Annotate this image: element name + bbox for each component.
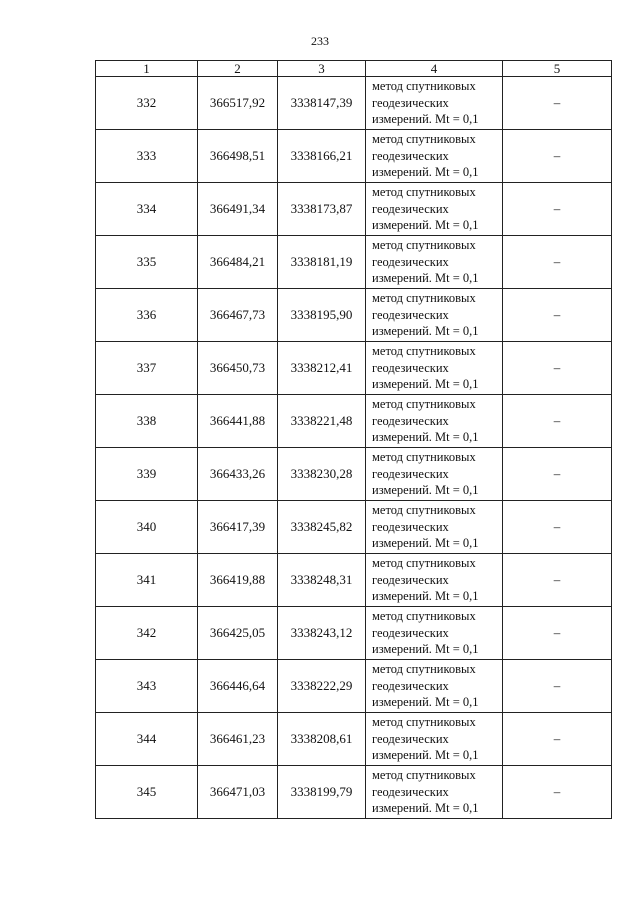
method-line: измерений. Mt = 0,1	[372, 165, 479, 180]
point-number-cell: 341	[96, 554, 198, 607]
point-number-cell: 336	[96, 289, 198, 342]
note-cell: –	[503, 660, 612, 713]
method-cell	[366, 342, 503, 395]
method-line: измерений. Mt = 0,1	[372, 218, 479, 233]
column-header-3: 3	[278, 61, 366, 77]
table-row	[96, 501, 612, 554]
method-line: геодезических	[372, 784, 449, 799]
method-line: метод спутниковых	[372, 344, 476, 359]
table-row	[96, 395, 612, 448]
point-number-cell: 335	[96, 236, 198, 289]
point-number-cell: 338	[96, 395, 198, 448]
point-number-cell: 343	[96, 660, 198, 713]
x-coordinate-cell: 366446,64	[198, 660, 278, 713]
method-line: геодезических	[372, 519, 449, 534]
x-coordinate-cell: 366450,73	[198, 342, 278, 395]
method-line: метод спутниковых	[372, 556, 476, 571]
method-line: метод спутниковых	[372, 291, 476, 306]
method-line: измерений. Mt = 0,1	[372, 536, 479, 551]
method-cell	[366, 713, 503, 766]
x-coordinate-cell: 366441,88	[198, 395, 278, 448]
x-coordinate-cell: 366491,34	[198, 183, 278, 236]
table-row	[96, 77, 612, 130]
method-line: геодезических	[372, 254, 449, 269]
method-line: геодезических	[372, 201, 449, 216]
table-row	[96, 289, 612, 342]
note-cell: –	[503, 554, 612, 607]
method-line: измерений. Mt = 0,1	[372, 801, 479, 816]
method-cell	[366, 448, 503, 501]
point-number-cell: 333	[96, 130, 198, 183]
method-line: геодезических	[372, 678, 449, 693]
method-line: измерений. Mt = 0,1	[372, 589, 479, 604]
method-line: измерений. Mt = 0,1	[372, 748, 479, 763]
table-row	[96, 766, 612, 819]
method-cell	[366, 660, 503, 713]
table-header-row	[96, 61, 612, 77]
method-line: измерений. Mt = 0,1	[372, 695, 479, 710]
page-number: 233	[311, 34, 329, 48]
x-coordinate-cell: 366517,92	[198, 77, 278, 130]
column-header-1: 1	[96, 61, 198, 77]
table-row	[96, 342, 612, 395]
point-number-cell: 340	[96, 501, 198, 554]
column-header-2: 2	[198, 61, 278, 77]
note-cell: –	[503, 766, 612, 819]
x-coordinate-cell: 366419,88	[198, 554, 278, 607]
y-coordinate-cell: 3338147,39	[278, 77, 366, 130]
y-coordinate-cell: 3338222,29	[278, 660, 366, 713]
method-line: метод спутниковых	[372, 132, 476, 147]
method-line: измерений. Mt = 0,1	[372, 430, 479, 445]
method-line: измерений. Mt = 0,1	[372, 112, 479, 127]
method-line: метод спутниковых	[372, 768, 476, 783]
y-coordinate-cell: 3338248,31	[278, 554, 366, 607]
point-number-cell: 337	[96, 342, 198, 395]
y-coordinate-cell: 3338212,41	[278, 342, 366, 395]
y-coordinate-cell: 3338166,21	[278, 130, 366, 183]
method-cell	[366, 395, 503, 448]
x-coordinate-cell: 366433,26	[198, 448, 278, 501]
method-line: измерений. Mt = 0,1	[372, 377, 479, 392]
note-cell: –	[503, 607, 612, 660]
x-coordinate-cell: 366498,51	[198, 130, 278, 183]
y-coordinate-cell: 3338230,28	[278, 448, 366, 501]
method-line: измерений. Mt = 0,1	[372, 642, 479, 657]
method-cell	[366, 289, 503, 342]
method-line: измерений. Mt = 0,1	[372, 483, 479, 498]
x-coordinate-cell: 366467,73	[198, 289, 278, 342]
y-coordinate-cell: 3338245,82	[278, 501, 366, 554]
x-coordinate-cell: 366484,21	[198, 236, 278, 289]
y-coordinate-cell: 3338173,87	[278, 183, 366, 236]
note-cell: –	[503, 448, 612, 501]
x-coordinate-cell: 366461,23	[198, 713, 278, 766]
method-line: геодезических	[372, 731, 449, 746]
table-row	[96, 713, 612, 766]
table-row	[96, 236, 612, 289]
point-number-cell: 332	[96, 77, 198, 130]
method-line: метод спутниковых	[372, 79, 476, 94]
note-cell: –	[503, 289, 612, 342]
point-number-cell: 339	[96, 448, 198, 501]
method-line: геодезических	[372, 466, 449, 481]
method-line: измерений. Mt = 0,1	[372, 271, 479, 286]
note-cell: –	[503, 501, 612, 554]
y-coordinate-cell: 3338199,79	[278, 766, 366, 819]
method-cell	[366, 130, 503, 183]
note-cell: –	[503, 183, 612, 236]
method-line: геодезических	[372, 413, 449, 428]
table-row	[96, 183, 612, 236]
method-line: геодезических	[372, 307, 449, 322]
y-coordinate-cell: 3338195,90	[278, 289, 366, 342]
table-body	[96, 77, 612, 819]
point-number-cell: 344	[96, 713, 198, 766]
table-row	[96, 554, 612, 607]
table-row	[96, 130, 612, 183]
column-header-5: 5	[503, 61, 612, 77]
method-cell	[366, 183, 503, 236]
method-line: геодезических	[372, 625, 449, 640]
method-cell	[366, 607, 503, 660]
method-line: метод спутниковых	[372, 397, 476, 412]
method-line: измерений. Mt = 0,1	[372, 324, 479, 339]
note-cell: –	[503, 395, 612, 448]
note-cell: –	[503, 713, 612, 766]
x-coordinate-cell: 366417,39	[198, 501, 278, 554]
x-coordinate-cell: 366425,05	[198, 607, 278, 660]
note-cell: –	[503, 77, 612, 130]
y-coordinate-cell: 3338181,19	[278, 236, 366, 289]
note-cell: –	[503, 342, 612, 395]
table-row	[96, 660, 612, 713]
method-cell	[366, 554, 503, 607]
point-number-cell: 345	[96, 766, 198, 819]
method-line: геодезических	[372, 572, 449, 587]
y-coordinate-cell: 3338208,61	[278, 713, 366, 766]
coordinates-table	[95, 60, 612, 819]
x-coordinate-cell: 366471,03	[198, 766, 278, 819]
table-row	[96, 607, 612, 660]
method-line: геодезических	[372, 360, 449, 375]
method-cell	[366, 501, 503, 554]
method-line: метод спутниковых	[372, 185, 476, 200]
y-coordinate-cell: 3338243,12	[278, 607, 366, 660]
method-cell	[366, 236, 503, 289]
y-coordinate-cell: 3338221,48	[278, 395, 366, 448]
method-line: метод спутниковых	[372, 238, 476, 253]
method-line: метод спутниковых	[372, 609, 476, 624]
method-cell	[366, 766, 503, 819]
note-cell: –	[503, 130, 612, 183]
note-cell: –	[503, 236, 612, 289]
method-cell	[366, 77, 503, 130]
method-line: метод спутниковых	[372, 503, 476, 518]
point-number-cell: 334	[96, 183, 198, 236]
method-line: геодезических	[372, 148, 449, 163]
table-row	[96, 448, 612, 501]
method-line: метод спутниковых	[372, 662, 476, 677]
method-line: метод спутниковых	[372, 450, 476, 465]
point-number-cell: 342	[96, 607, 198, 660]
column-header-4: 4	[366, 61, 503, 77]
method-line: геодезических	[372, 95, 449, 110]
method-line: метод спутниковых	[372, 715, 476, 730]
